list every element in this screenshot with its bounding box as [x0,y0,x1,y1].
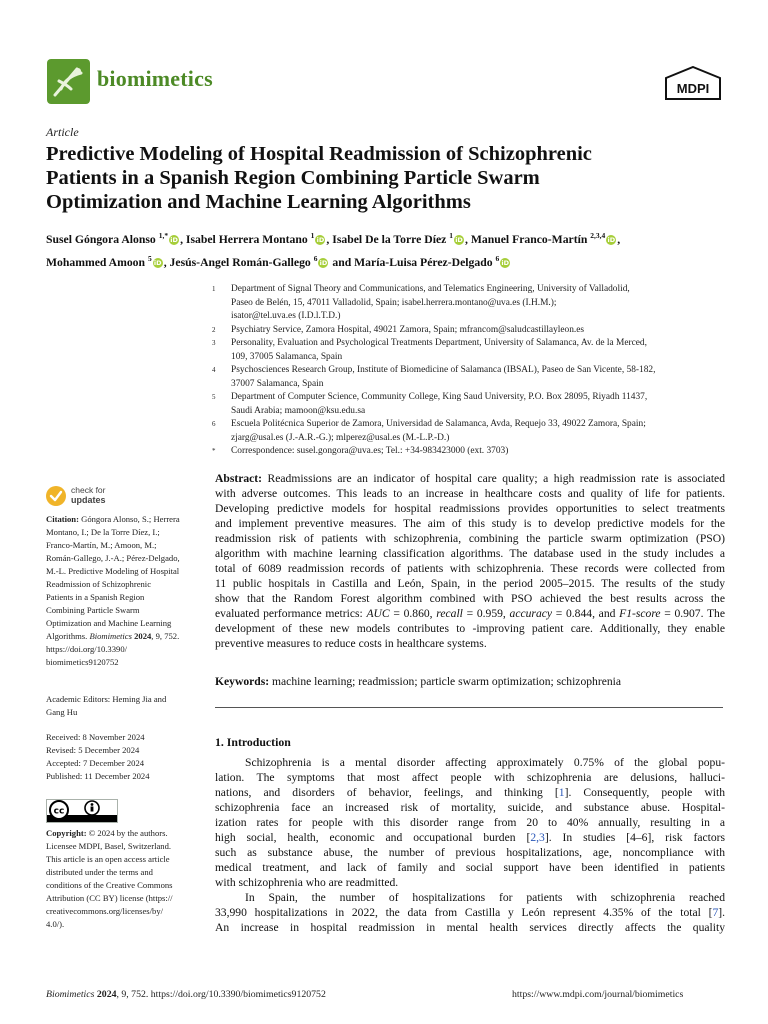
mdpi-logo[interactable] [664,66,722,100]
orcid-icon[interactable]: iD [170,235,178,244]
journal-logo-icon [47,59,90,104]
orcid-icon[interactable]: iD [319,258,328,267]
citation-link[interactable]: 2,3 [530,831,545,844]
check-for-updates-button[interactable]: check for updates [45,485,125,511]
article-type: Article [46,125,79,139]
orcid-icon[interactable]: iD [501,258,510,267]
copyright-notice: Copyright: © 2024 by the authors. Licensee MDPI, Basel, Switzerland. This article is an open access article distributed under the terms and conditions of the Creative Commons Attribution (CC BY) license (https:// creativecommons.org/licenses/by/ 4.0/). [46,827,198,931]
orcid-icon[interactable]: iD [316,235,325,244]
section-divider [215,707,723,708]
check-updates-icon [45,485,67,507]
journal-name[interactable]: biomimetics [97,66,213,91]
citation-link[interactable]: 7 [712,906,719,919]
author-name: María-Luisa Pérez-Delgado [354,255,493,269]
orcid-icon[interactable]: iD [607,235,616,244]
author-name: Mohammed Amoon [46,255,146,269]
footer-citation: Biomimetics 2024, 9, 752. https://doi.org/10.3390/biomimetics9120752 [46,989,326,1000]
citation-link[interactable]: 1 [558,786,565,799]
license-link[interactable]: creativecommons.org/licenses/by/ [46,906,164,916]
author-name: Manuel Franco-Martín [470,232,588,246]
title-line: Predictive Modeling of Hospital Readmission of Schizophrenic [46,143,592,165]
citation-doi-link[interactable]: biomimetics9120752 [46,657,119,667]
svg-text:cc: cc [53,806,65,817]
publication-dates: Received: 8 November 2024 Revised: 5 December 2024 Accepted: 7 December 2024 Published: 11 December 2024 [46,732,150,781]
academic-editors: Academic Editors: Heming Jia and Gang Hu [46,694,167,717]
citation-doi-link[interactable]: https://doi.org/10.3390/ [46,644,128,654]
publisher-name: MDPI [676,81,710,96]
keywords: Keywords: machine learning; readmission; particle swarm optimization; schizophrenia [215,675,622,688]
orcid-icon[interactable]: iD [153,258,162,267]
footer-journal-url[interactable]: https://www.mdpi.com/journal/biomimetics [512,989,684,1000]
title-line: Patients in a Spanish Region Combining Particle Swarm [46,167,540,189]
abstract: Abstract: Readmissions are an indicator of hospital care quality; a high readmission rate is associated with adverse outcomes. This leads to an increase in healthcare costs and quality of life for patients. Developing predictive models for hospital readmissions provides opportunities to select treatments and implement preventive measures. The aim of this study is to develop predictive models for the readmission risk of patients with schizophrenia, combining the particle swarm optimization (PSO) algorithm with machine learning classification algorithms. The database used in the study includes a total of 6089 readmission records of patients with schizophrenia. These records were collected from 11 public hospitals in Castilla and León, Spain, in the period 2005–2015. The results of the study show that the Random Forest algorithm combined with PSO achieved the best results across the evaluated performance metrics: AUC = 0.860, recall = 0.959, accuracy = 0.844, and F1-score = 0.907. The development of these new models contributes to -improving patient care. Additionally, they enable preventive measures to reduce costs in healthcare systems. [215,472,726,650]
affiliations: 1 Department of Signal Theory and Communications, and Telematics Engineering, University of Valladolid, Paseo de Belén, 15, 47011 Valladolid, Spain; isabel.herrera.montano@uva.es (I.H.M.); isator@tel.uva.es (I.D.l.T.D.) 2 Psychiatry Service, Zamora Hospital, 49021 Zamora, Spain; mfrancom@saludcastillayleon.es 3 Personality, Evaluation and Psychological Treatments Department, University of Salamanca, Av. de la Merced, 109, 37005 Salamanca, Spain 4 Psychosciences Research Group, Institute of Biomedicine of Salamanca (IBSAL), Paseo de San Vicente, 58-182, 37007 Salamanca, Spain 5 Department of Computer Science, Community College, King Saud University, P.O. Box 28095, Riyadh 11437, Saudi Arabia; mamoon@ksu.edu.sa 6 Escuela Politécnica Superior de Zamora, Universidad de Salamanca, Avda, Requejo 33, 49022 Zamora, Spain; zjarg@usal.es (J.-A.R.-G.); mlperez@usal.es (M.-L.P.-D.) * Correspondence: susel.gongora@uva.es; Tel.: +34-983423000 (ext. 3703) [212,284,656,456]
orcid-icon[interactable]: iD [455,235,463,244]
article-title [46,142,726,214]
author-name: Susel Góngora Alonso [46,232,156,246]
author-list: Susel Góngora Alonso $^{1,*}$ iD , Isabel Herrera Montano $^1$ iD , Isabel De la Torre Díez $^1$ iD , Manuel Franco-Martín $^{2,3,4}$ iD , Mohammed Amoon $^5$ iD , Jesús-Angel Román-Gallego $^6$ iD and María-Luisa Pérez-Delgado $^6$ iD [46,231,621,269]
section-heading: 1. Introduction [215,735,291,749]
cc-by-license-badge[interactable] [46,799,118,823]
author-name: Isabel Herrera Montano [185,232,308,246]
title-line: Optimization and Machine Learning Algorithms [46,191,471,213]
author-name: Isabel De la Torre Díez [332,232,447,246]
author-name: Jesús-Angel Román-Gallego [169,255,311,269]
introduction-text: Schizophrenia is a mental disorder affecting approximately 0.75% of the global popu- lation. The symptoms that most affect people with schizophrenia are delusions, halluci- nations, and disorders of behavior, feelings, and thinking [1]. Consequently, people with schizophrenia face an increased risk of mortality, suicide, and substance abuse. Hospital- ization rates for people with this disorder range from 20 to 40% annually, resulting in a high social, health, economic and occupational burden [2,3]. In studies [4–6], risk factors such as substance abuse, the number of previous hospitalizations, age, noncompliance with medical treatment, and lack of family and social support have been identified in patients with schizophrenia who are readmitted. In Spain, the number of hospitalizations for patients with schizophrenia reached 33,990 hospitalizations in 2022, the data from Castilla y León represent 4.35% of the total [7]. An increase in hospital readmission in mental health services directly affects the quality [215,756,725,934]
license-link[interactable]: Attribution (CC BY) license (https:// [46,893,173,903]
citation-block: Citation: Góngora Alonso, S.; Herrera Montano, I.; De la Torre Díez, I.; Franco-Martín, M.; Amoon, M.; Román-Gallego, J.-A.; Pérez-Delgado, M.-L. Predictive Modeling of Hospital Readmission of Schizophrenic Patients in a Spanish Region Combining Particle Swarm Optimization and Machine Learning Algorithms. Biomimetics 2024, 9, 752. https://doi.org/10.3390/ biomimetics9120752 [46,513,198,669]
